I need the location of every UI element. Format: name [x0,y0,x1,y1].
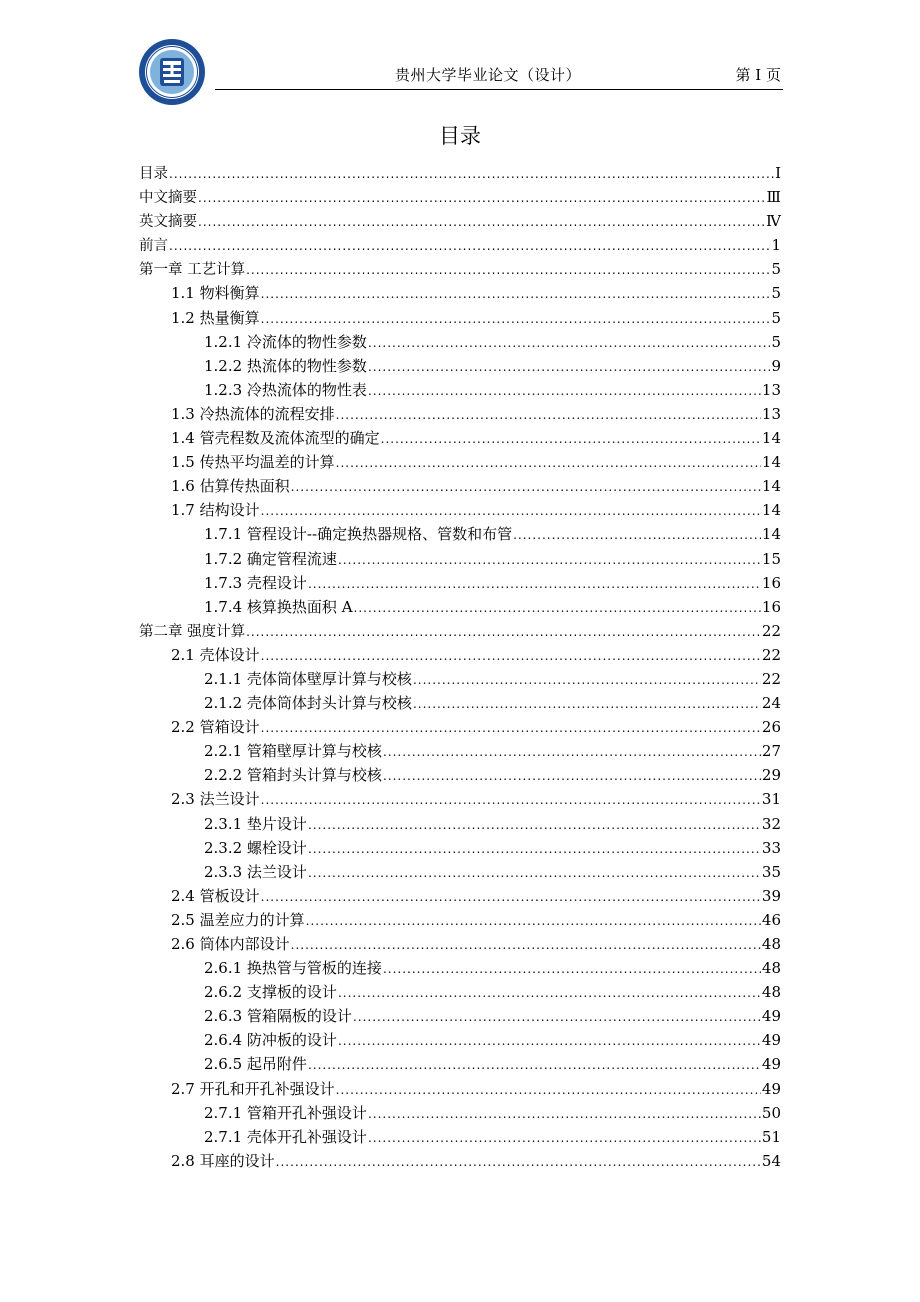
toc-entry[interactable] [139,715,781,739]
header-page-number: 第 I 页 [735,66,781,84]
toc-entry-label: 目录 [139,166,168,182]
dot-leader [383,740,761,764]
dot-leader [308,572,761,596]
toc-entry[interactable] [139,161,781,185]
toc-entry-page: 49 [761,1007,781,1026]
toc-entry[interactable] [139,426,781,450]
toc-entry-page: 32 [761,814,781,833]
toc-entry-page: 9 [771,356,781,375]
toc-entry[interactable] [139,378,781,402]
toc-entry-label: 第一章 工艺计算 [139,262,246,279]
toc-entry-page: 14 [761,429,781,448]
dot-leader [261,282,771,306]
toc-entry[interactable] [139,763,781,787]
dot-leader [338,548,761,572]
toc-entry-page: 14 [761,477,781,496]
toc-entry-page: 39 [761,886,781,905]
toc-entry[interactable] [139,836,781,860]
toc-entry-label: 2.8 耳座的设计 [171,1151,275,1170]
dot-leader [291,933,761,957]
toc-entry[interactable] [139,209,781,233]
toc-entry-label: 英文摘要 [139,214,197,231]
toc-entry-label: 1.7.1 管程设计--确定换热器规格、管数和布管 [204,525,513,544]
header-title: 贵州大学毕业论文（设计） [395,66,582,84]
toc-entry[interactable] [139,185,781,209]
dot-leader [198,210,765,234]
toc-entry-label: 1.6 估算传热面积 [171,477,290,496]
toc-entry-label: 2.3.2 螺栓设计 [204,838,307,857]
dot-leader [308,813,761,837]
dot-leader [383,764,761,788]
toc-entry[interactable] [139,571,781,595]
toc-entry[interactable] [139,691,781,715]
toc-entry-page: 13 [761,404,781,423]
dot-leader [261,644,761,668]
toc-entry[interactable] [139,450,781,474]
toc-entry-label: 第二章 强度计算 [139,623,246,640]
toc-entry-label: 2.2.2 管箱封头计算与校核 [204,766,382,785]
toc-entry[interactable] [139,257,781,281]
toc-entry-label: 2.2 管箱设计 [171,718,260,737]
toc-entry[interactable] [139,474,781,498]
dot-leader [336,451,761,475]
toc-entry-label: 1.2.1 冷流体的物性参数 [204,332,367,351]
dot-leader [368,1102,761,1126]
toc-entry-label: 2.3 法兰设计 [171,790,260,809]
dot-leader [336,1078,761,1102]
dot-leader [308,861,761,885]
toc-entry-page: 49 [761,1055,781,1074]
toc-entry[interactable] [139,643,781,667]
toc-title: 目录 [439,124,481,148]
toc-entry-label: 2.2.1 管箱壁厚计算与校核 [204,742,382,761]
toc-entry-page: 5 [771,260,781,279]
toc-entry-label: 1.3 冷热流体的流程安排 [171,404,335,423]
toc-entry-page: 5 [771,284,781,303]
toc-entry-label: 1.7.4 核算换热面积 A [204,597,353,616]
page-header [215,64,783,88]
toc-entry-page: 29 [761,766,781,785]
toc-entry-label: 2.6.4 防冲板的设计 [204,1031,337,1050]
toc-entry[interactable] [139,860,781,884]
toc-entry[interactable] [139,595,781,619]
dot-leader [513,523,761,547]
dot-leader [413,668,761,692]
dot-leader [354,596,761,620]
dot-leader [198,186,766,210]
toc-entry[interactable] [139,1004,781,1028]
toc-entry-page: 14 [761,525,781,544]
toc-entry-page: 31 [761,790,781,809]
toc-entry[interactable] [139,522,781,546]
toc-entry-page: Ⅳ [766,212,781,231]
dot-leader [169,234,770,258]
toc-entry[interactable] [139,667,781,691]
toc-entry[interactable] [139,1149,781,1173]
toc-entry[interactable] [139,306,781,330]
toc-entry-page: 54 [761,1151,781,1170]
toc-entry-page: 50 [761,1103,781,1122]
toc-entry-label: 2.1 壳体设计 [171,645,260,664]
toc-entry[interactable] [139,884,781,908]
toc-entry-label: 2.7.1 管箱开孔补强设计 [204,1103,367,1122]
toc-entry-label: 2.4 管板设计 [171,886,260,905]
toc-entry-label: 2.1.2 壳体筒体封头计算与校核 [204,694,412,713]
toc-entry-page: Ⅲ [766,188,781,207]
toc-entry[interactable] [139,547,781,571]
toc-entry-page: 22 [761,669,781,688]
toc-entry-page: 16 [761,597,781,616]
toc-entry-page: 46 [761,910,781,929]
dot-leader [276,1150,761,1174]
toc-entry[interactable] [139,812,781,836]
table-of-contents [139,161,781,1173]
toc-entry-page: 48 [761,983,781,1002]
dot-leader [246,620,761,644]
toc-entry[interactable] [139,1125,781,1149]
toc-entry-page: 48 [761,959,781,978]
dot-leader [353,1005,761,1029]
toc-entry[interactable] [139,932,781,956]
toc-entry-label: 2.3.1 垫片设计 [204,814,307,833]
toc-entry-label: 1.4 管壳程数及流体流型的确定 [171,429,380,448]
university-seal-icon [138,38,206,106]
toc-entry-page: 49 [761,1031,781,1050]
dot-leader [261,788,761,812]
dot-leader [336,403,761,427]
toc-entry[interactable] [139,1028,781,1052]
toc-entry-page: 14 [761,453,781,472]
toc-entry[interactable] [139,1101,781,1125]
dot-leader [338,1029,761,1053]
dot-leader [381,427,761,451]
toc-entry-page: 16 [761,573,781,592]
toc-entry-label: 2.6.5 起吊附件 [204,1055,307,1074]
dot-leader [308,837,761,861]
toc-entry-label: 1.5 传热平均温差的计算 [171,453,335,472]
toc-entry[interactable] [139,980,781,1004]
toc-entry-page: 14 [761,501,781,520]
dot-leader [368,355,771,379]
toc-entry-label: 2.6.3 管箱隔板的设计 [204,1007,352,1026]
toc-entry-page: 35 [761,862,781,881]
toc-entry-page: 27 [761,742,781,761]
toc-entry-page: 13 [761,380,781,399]
toc-entry-page: 5 [771,332,781,351]
dot-leader [246,258,770,282]
toc-entry[interactable] [139,498,781,522]
dot-leader [368,1126,761,1150]
toc-entry[interactable] [139,354,781,378]
toc-entry-label: 2.6.2 支撑板的设计 [204,983,337,1002]
toc-entry[interactable] [139,1077,781,1101]
dot-leader [368,331,771,355]
dot-leader [383,957,761,981]
dot-leader [368,379,761,403]
toc-entry-page: Ⅰ [775,164,781,182]
toc-entry-label: 2.7.1 壳体开孔补强设计 [204,1127,367,1146]
dot-leader [169,162,774,186]
toc-entry[interactable] [139,330,781,354]
toc-entry-page: 5 [771,308,781,327]
toc-entry-page: 33 [761,838,781,857]
toc-entry[interactable] [139,739,781,763]
toc-entry-label: 1.1 物料衡算 [171,284,260,303]
dot-leader [308,1053,761,1077]
toc-entry-label: 2.1.1 壳体筒体壁厚计算与校核 [204,669,412,688]
toc-entry-page: 24 [761,694,781,713]
toc-entry-label: 1.7.2 确定管程流速 [204,549,337,568]
toc-entry-label: 2.5 温差应力的计算 [171,910,305,929]
toc-entry-page: 15 [761,549,781,568]
toc-entry[interactable] [139,619,781,643]
toc-entry-page: 49 [761,1079,781,1098]
toc-entry[interactable] [139,908,781,932]
toc-entry-label: 1.2.3 冷热流体的物性表 [204,380,367,399]
toc-entry-label: 2.3.3 法兰设计 [204,862,307,881]
toc-entry-page: 1 [771,236,781,255]
toc-entry-label: 2.7 开孔和开孔补强设计 [171,1079,335,1098]
dot-leader [261,716,761,740]
toc-entry[interactable] [139,1052,781,1076]
toc-entry-page: 22 [761,621,781,640]
toc-entry-label: 前言 [139,238,168,255]
toc-entry-page: 22 [761,645,781,664]
dot-leader [261,307,771,331]
dot-leader [306,909,761,933]
toc-entry-label: 中文摘要 [139,190,197,207]
dot-leader [261,885,761,909]
toc-entry[interactable] [139,402,781,426]
toc-entry-label: 2.6.1 换热管与管板的连接 [204,959,382,978]
toc-entry-page: 26 [761,718,781,737]
toc-entry[interactable] [139,233,781,257]
toc-entry[interactable] [139,787,781,811]
dot-leader [291,475,761,499]
toc-entry-label: 1.7.3 壳程设计 [204,573,307,592]
toc-entry-page: 48 [761,935,781,953]
toc-entry-label: 1.2 热量衡算 [171,308,260,327]
toc-entry-label: 1.2.2 热流体的物性参数 [204,356,367,375]
toc-entry-label: 1.7 结构设计 [171,501,260,520]
header-divider [215,89,783,90]
dot-leader [261,499,761,523]
toc-entry-page: 51 [761,1127,781,1146]
toc-entry[interactable] [139,956,781,980]
toc-entry-label: 2.6 筒体内部设计 [171,935,290,953]
dot-leader [413,692,761,716]
toc-entry[interactable] [139,281,781,305]
dot-leader [338,981,761,1005]
